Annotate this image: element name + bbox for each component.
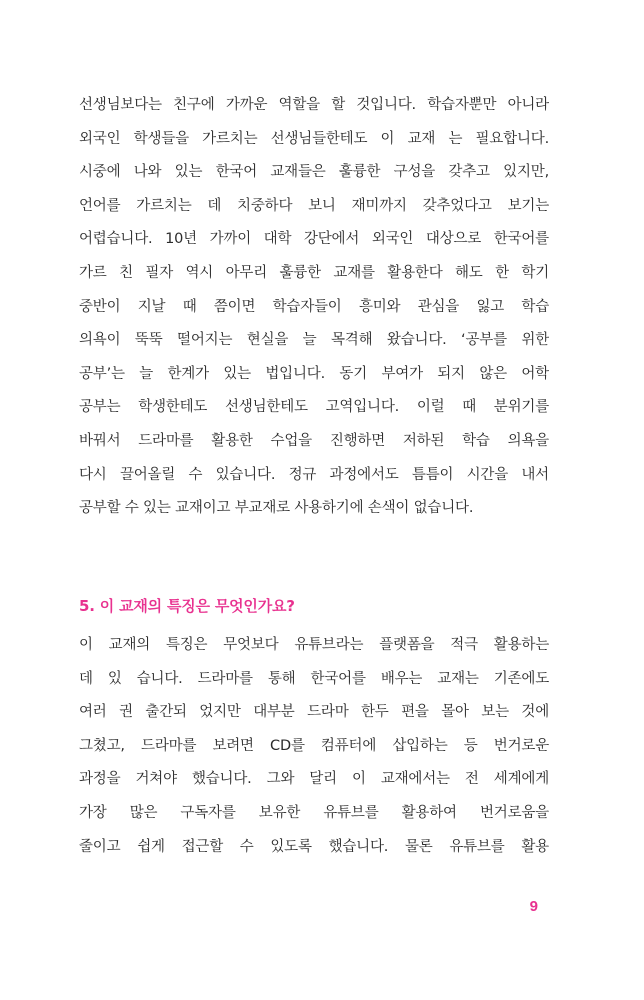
paragraph-2-line: 그쳤고, 드라마를 보려면 CD를 컴퓨터에 삽입하는 등 번거로운 [79,737,549,754]
paragraph-1-line: 언어를 가르치는 데 치중하다 보니 재미까지 갖추었다고 보기는 [79,197,549,214]
paragraph-1-line: 공부’는 늘 한계가 있는 법입니다. 동기 부여가 되지 않은 어학 [79,365,549,382]
paragraph-1-line: 가르 친 필자 역시 아무리 훌륭한 교재를 활용한다 해도 한 학기 [79,264,549,281]
paragraph-1-line: 의욕이 뚝뚝 떨어지는 현실을 늘 목격해 왔습니다. ‘공부를 위한 [79,332,549,349]
section-heading: 5. 이 교재의 특징은 무엇인가요? [79,597,295,615]
paragraph-1-line: 어렵습니다. 10년 가까이 대학 강단에서 외국인 대상으로 한국어를 [79,231,549,248]
paragraph-1-line: 외국인 학생들을 가르치는 선생님들한테도 이 교재 는 필요합니다. [79,130,549,147]
paragraph-2-line: 줄이고 쉽게 접근할 수 있도록 했습니다. 물론 유튜브를 활용 [79,838,549,855]
paragraph-2-line: 가장 많은 구독자를 보유한 유튜브를 활용하여 번거로움을 [79,804,549,821]
page-number: 9 [529,898,538,915]
paragraph-2-line: 데 있 습니다. 드라마를 통해 한국어를 배우는 교재는 기존에도 [79,670,549,687]
paragraph-1-line: 공부는 학생한테도 선생님한테도 고역입니다. 이럴 때 분위기를 [79,399,549,416]
paragraph-2 [79,629,549,864]
paragraph-1-line: 선생님보다는 친구에 가까운 역할을 할 것입니다. 학습자뿐만 아니라 [79,97,549,113]
paragraph-1-line: 다시 끌어올릴 수 있습니다. 정규 과정에서도 틈틈이 시간을 내서 [79,466,549,483]
paragraph-1-line: 공부할 수 있는 교재이고 부교재로 사용하기에 손색이 없습니다. [79,500,474,517]
paragraph-2-line: 여러 권 출간되 었지만 대부분 드라마 한두 편을 몰아 보는 것에 [79,704,549,721]
paragraph-1-line: 바꿔서 드라마를 활용한 수업을 진행하면 저하된 학습 의욕을 [79,432,549,449]
paragraph-1-line: 중반이 지날 때 쯤이면 학습자들이 흥미와 관심을 잃고 학습 [79,298,549,315]
paragraph-1-line: 시중에 나와 있는 한국어 교재들은 훌륭한 구성을 갖추고 있지만, [79,164,549,181]
paragraph-1 [79,89,549,526]
paragraph-2-line: 과정을 거쳐야 했습니다. 그와 달리 이 교재에서는 전 세계에게 [79,771,549,788]
paragraph-2-line: 이 교재의 특징은 무엇보다 유튜브라는 플랫폼을 적극 활용하는 [79,637,549,653]
